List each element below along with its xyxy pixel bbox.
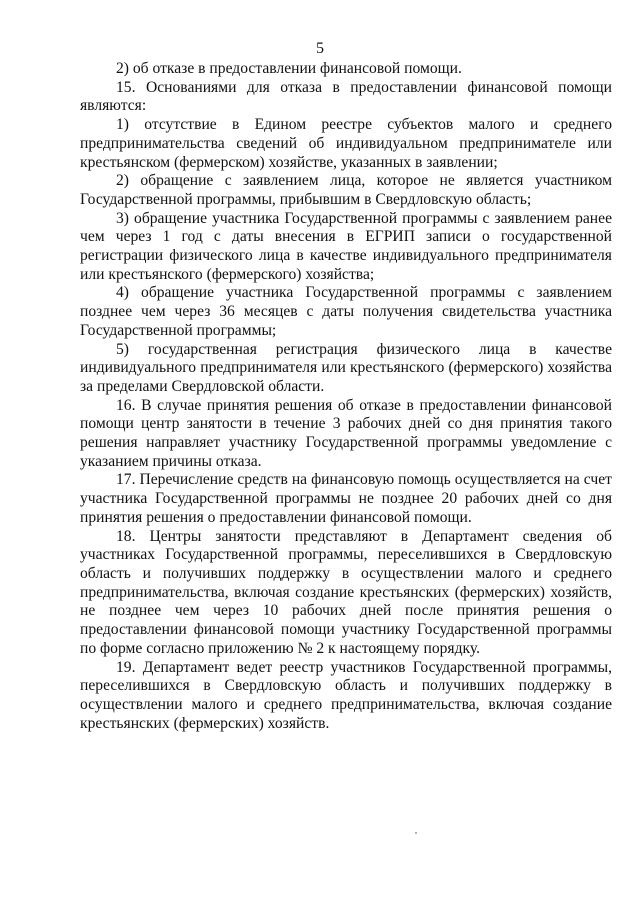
paragraph-17: 17. Перечисление средств на финансовую помощь осуществляется на счет участника Государственной программы не позднее 20 рабочих дней со дня принятия решения о предоставлении финансовой помощи. <box>80 471 612 526</box>
paragraph-18: 18. Центры занятости представляют в Департамент сведения об участниках Государственной программы, переселившихся в Свердловскую область и получивших поддержку в осуществлении малого и среднего предпринимательства, включая создание крестьянских (фермерских) хозяйств, не позднее чем через 10 рабочих дней после принятия решения о предоставлении финансовой помощи участнику Государственной программы по форме согласно приложению № 2 к настоящему порядку. <box>80 527 612 657</box>
paragraph-19: 19. Департамент ведет реестр участников Государственной программы, переселившихся в Свердловскую область и получивших поддержку в осуществлении малого и среднего предпринимательства, включая создание крестьянских (фермерских) хозяйств. <box>80 658 612 732</box>
scan-speck <box>415 832 417 834</box>
paragraph-15-heading: 15. Основаниями для отказа в предоставлении финансовой помощи являются: <box>80 78 612 115</box>
refusal-reason-5: 5) государственная регистрация физического лица в качестве индивидуального предпринимателя или крестьянского (фермерского) хозяйства за пределами Свердловской области. <box>80 340 612 395</box>
refusal-reason-2: 2) обращение с заявлением лица, которое не является участником Государственной программы, прибывшим в Свердловскую область; <box>80 172 612 208</box>
paragraph-16: 16. В случае принятия решения об отказе в предоставлении финансовой помощи центр занятости в течение 3 рабочих дней со дня принятия такого решения направляет участнику Государственной программы уведомление с указанием причины отказа. <box>80 396 612 470</box>
paragraph-item-2-refusal: 2) об отказе в предоставлении финансовой помощи. <box>116 60 462 77</box>
refusal-reason-3: 3) обращение участника Государственной программы с заявлением ранее чем через 1 год с даты внесения в ЕГРИП записи о государственной регистрации физического лица в качестве индивидуального предпринимателя или крестьянского (фермерского) хозяйства; <box>80 209 612 283</box>
refusal-reason-4: 4) обращение участника Государственной программы с заявлением позднее чем через 36 месяцев с даты получения свидетельства участника Государственной программы; <box>80 284 612 339</box>
document-body <box>80 60 612 733</box>
page-number: 5 <box>316 40 324 57</box>
refusal-reason-1: 1) отсутствие в Едином реестре субъектов малого и среднего предпринимательства сведений об индивидуальном предпринимателе или крестьянском (фермерском) хозяйстве, указанных в заявлении; <box>80 116 612 171</box>
